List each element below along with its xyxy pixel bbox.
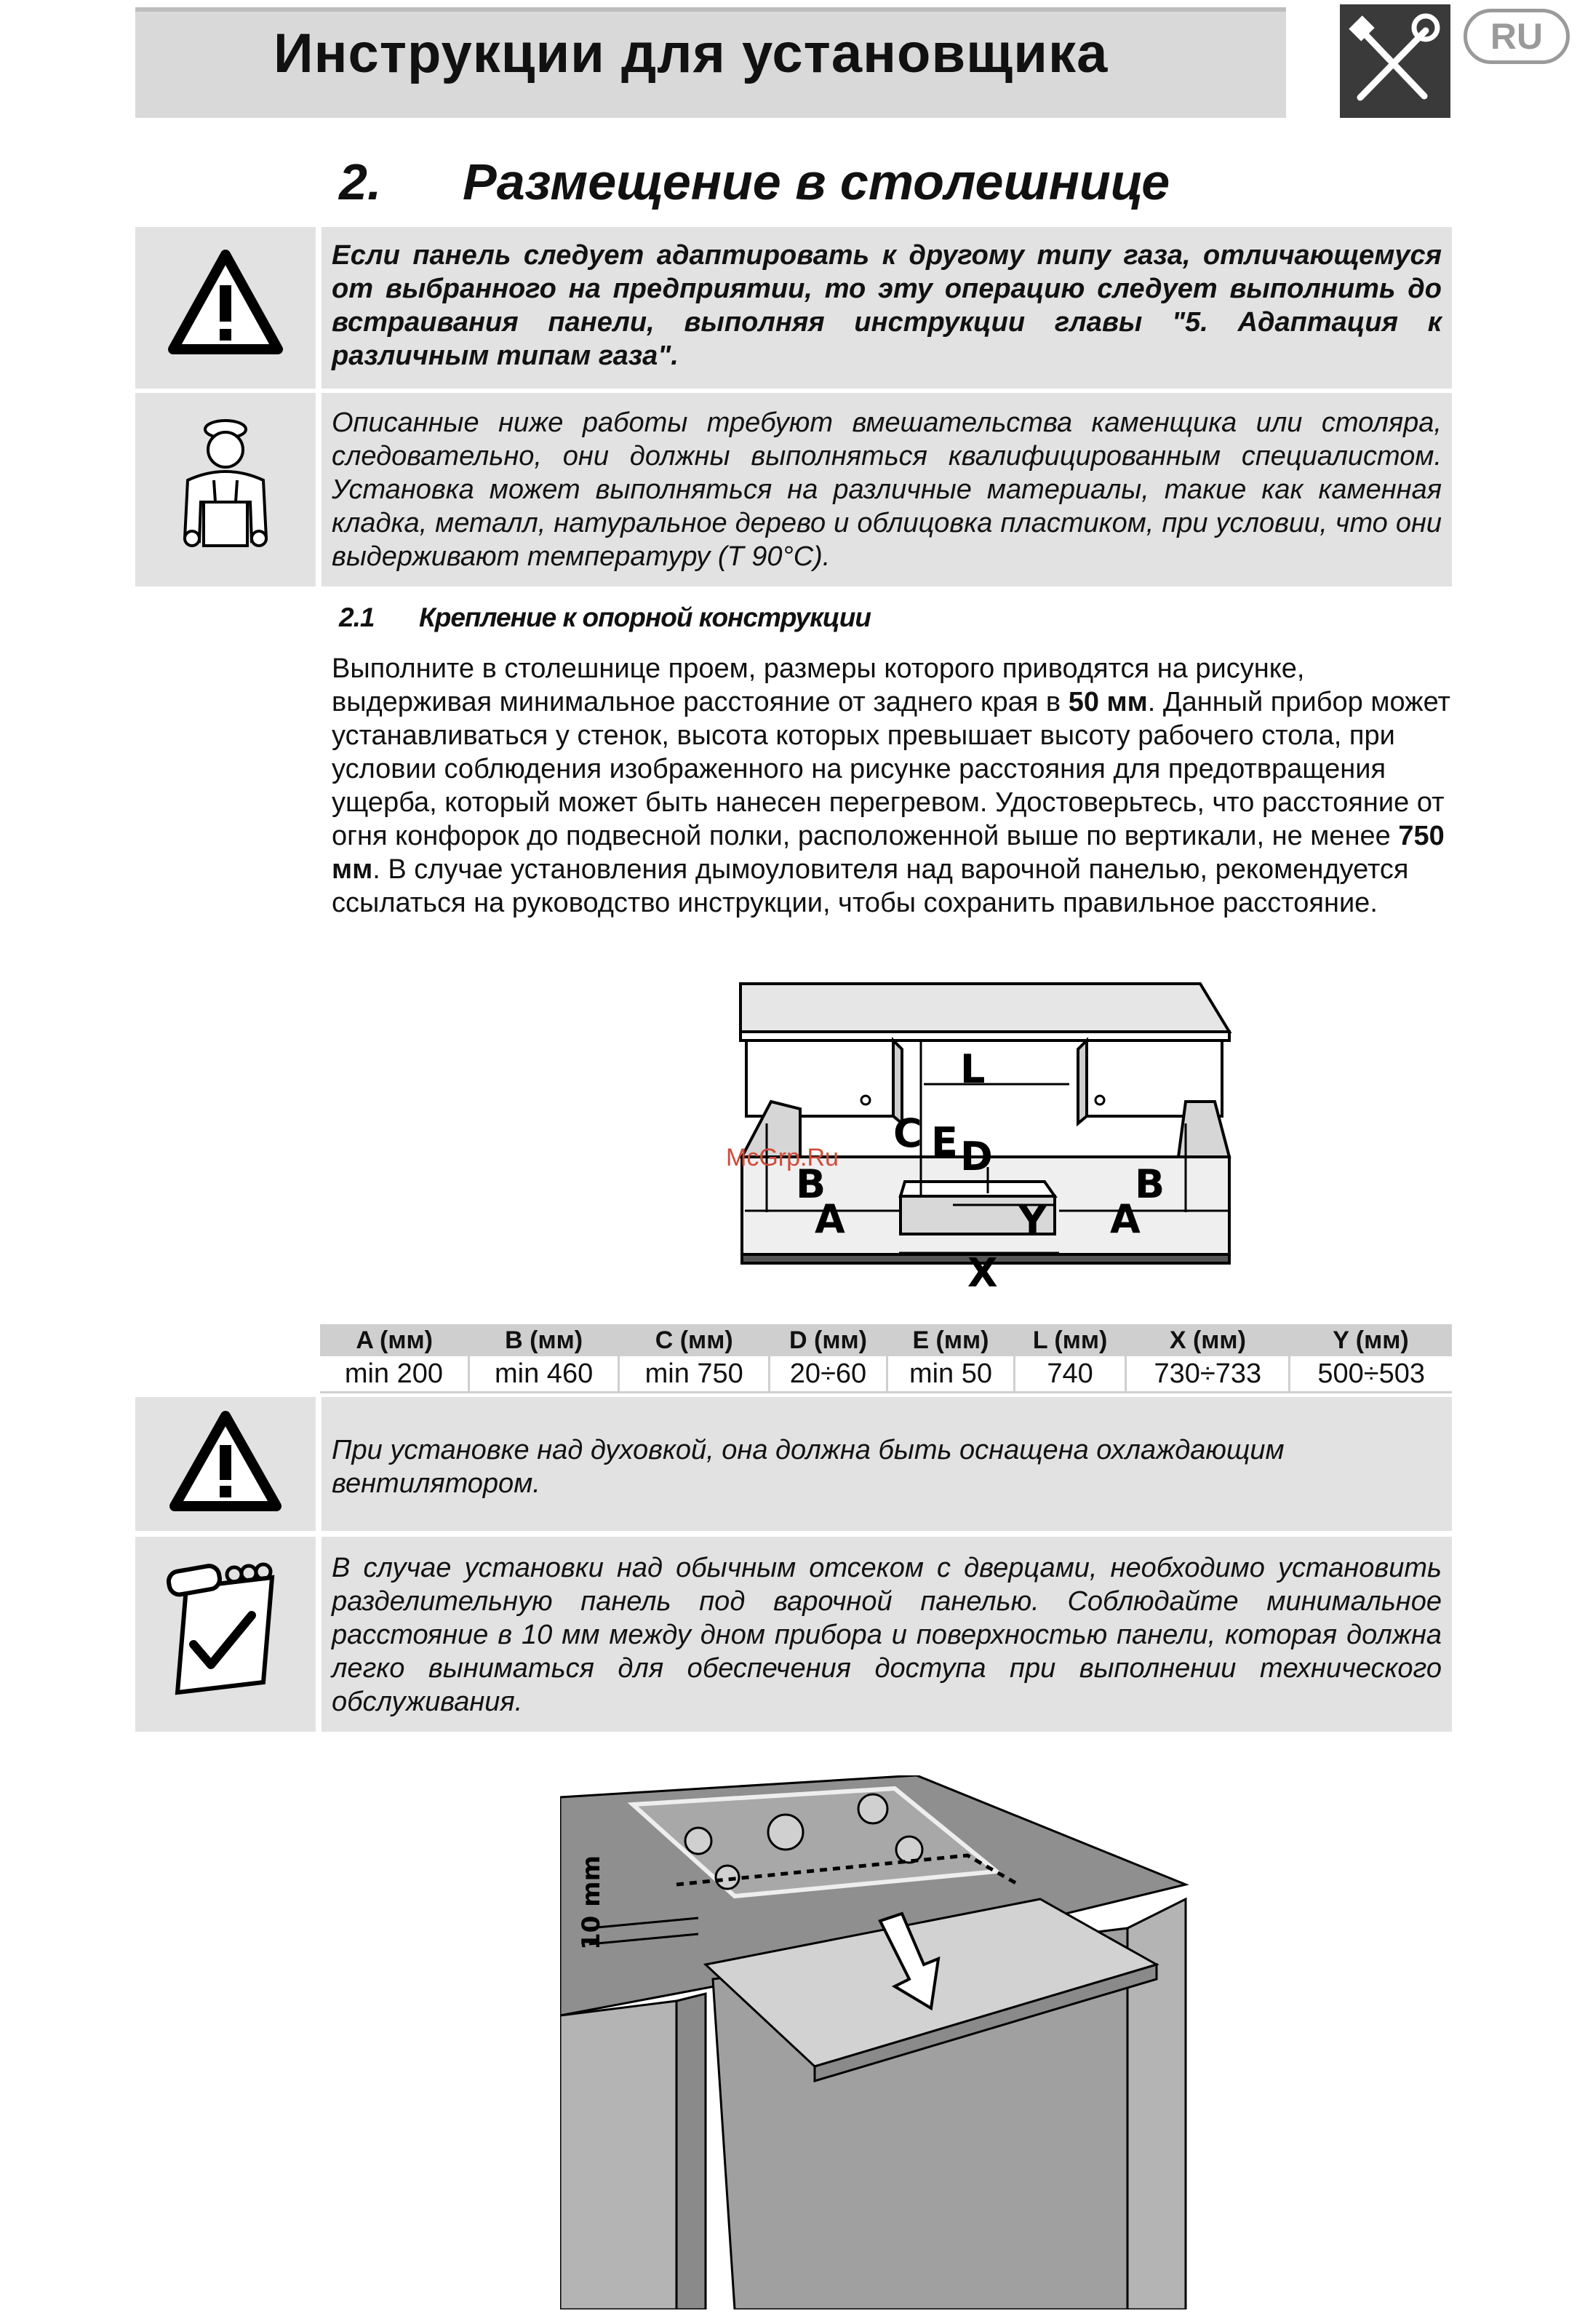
dimensions-table	[320, 1324, 1452, 1393]
table-cell: 730÷733	[1126, 1356, 1290, 1393]
label-E: E	[931, 1119, 958, 1165]
table-header: C (мм)	[619, 1324, 770, 1356]
compartment-note-text: В случае установки над обычным отсеком с дверцами, необходимо установить разделительную панель под варочной панелью. Соблюдайте минимальное расстояние в 10 мм между дном прибора и поверхностью панели, которая должна легко выниматься для обеспечения доступа при выполнении технического обслуживания.	[332, 1553, 1442, 1717]
table-header: A (мм)	[320, 1324, 468, 1356]
language-badge: RU	[1464, 9, 1570, 64]
label-A-right: A	[1110, 1196, 1141, 1242]
table-header: B (мм)	[468, 1324, 619, 1356]
page-title: Инструкции для установщика	[274, 23, 1109, 84]
label-B-left: B	[796, 1161, 826, 1207]
body-text-part: . Данный прибор может устанавливаться у стенок, высота которых превышает высоту рабочего стола, при условии соблюдения изображенного на рисунке расстояния для предотвращения ущерба, который может быть нанесен перегревом. Удостоверьтесь, что расстояние от огня конфорок до подвесной полки, расположенной выше по вертикали, не менее	[332, 687, 1450, 851]
warning-oven-cell	[322, 1397, 1452, 1531]
table-cell: 20÷60	[769, 1356, 887, 1393]
table-header: X (мм)	[1126, 1324, 1290, 1356]
label-C: C	[893, 1110, 922, 1156]
table-header: Y (мм)	[1290, 1324, 1452, 1356]
label-Y: Y	[1018, 1198, 1047, 1243]
compartment-note-cell	[322, 1537, 1452, 1732]
watermark-text: McGrp.Ru	[726, 1144, 839, 1171]
worker-note-cell	[322, 393, 1452, 586]
table-cell: 500÷503	[1317, 1358, 1426, 1389]
table-header: E (мм)	[887, 1324, 1015, 1356]
section-number: 2.	[339, 154, 382, 210]
table-header: L (мм)	[1014, 1324, 1125, 1356]
separator-panel-illustration	[560, 1775, 1229, 2309]
body-paragraph	[332, 652, 1452, 920]
warning-icon-cell-2	[135, 1397, 316, 1531]
warning-triangle-icon	[135, 1397, 316, 1531]
label-B-right: B	[1135, 1161, 1165, 1207]
table-cell: min 50	[887, 1356, 1015, 1393]
table-header: D (мм)	[769, 1324, 887, 1356]
subsection-number: 2.1	[339, 602, 375, 632]
table-cell: 740	[1014, 1356, 1125, 1393]
body-bold-50mm: 50 мм	[1068, 687, 1148, 717]
worker-icon-cell	[135, 393, 316, 586]
worker-note-text: Описанные ниже работы требуют вмешательства каменщика или столяра, следовательно, они должны выполняться квалифицированным специалистом. Установка может выполняться на различные материалы, такие как каменная кладка, металл, натуральное дерево и облицовка пластиком, при условии, что они выдерживают температуру (T 90°C).	[332, 407, 1442, 572]
warning-gas-text: Если панель следует адаптировать к другому типу газа, отличающемуся от выбранного на предприятии, то эту операцию следует выполнить до встраивания панели, выполняя инструкции главы "5. Адаптация к различным типам газа".	[332, 240, 1442, 371]
subsection-title-text: Крепление к опорной конструкции	[419, 602, 871, 632]
body-bold-750mm: 750 мм	[332, 821, 1445, 885]
warning-gas-cell	[322, 227, 1452, 389]
table-cell: min 200	[320, 1356, 468, 1393]
installation-diagram	[727, 978, 1251, 1291]
tools-icon	[1340, 4, 1450, 118]
warning-oven-text: При установке над духовкой, она должна быть оснащена охлаждающим вентилятором.	[332, 1435, 1285, 1499]
label-X: X	[967, 1250, 998, 1291]
table-cell: min 750	[619, 1356, 770, 1393]
table-header-row	[320, 1324, 1452, 1356]
notepad-check-icon	[135, 1537, 316, 1732]
label-10mm: 10 mm	[577, 1855, 606, 1950]
label-L: L	[960, 1046, 986, 1092]
body-text-part: . В случае установления дымоуловителя над варочной панелью, рекомендуется ссылаться на руководство инструкции, чтобы сохранить правильное расстояние.	[332, 854, 1409, 918]
note-icon-cell	[135, 1537, 316, 1732]
section-title-text: Размещение в столешнице	[463, 154, 1170, 210]
warning-icon-cell	[135, 227, 316, 389]
worker-icon	[135, 393, 316, 586]
body-text-part: Выполните в столешнице проем, размеры которого приводятся на рисунке, выдерживая минимальное расстояние от заднего края в	[332, 653, 1305, 717]
section-title	[339, 153, 1170, 211]
label-D: D	[960, 1134, 993, 1179]
subsection-title	[339, 602, 871, 633]
warning-triangle-icon	[135, 227, 316, 389]
table-row	[320, 1356, 1452, 1393]
label-A-left: A	[815, 1196, 845, 1242]
table-cell: min 460	[468, 1356, 619, 1393]
